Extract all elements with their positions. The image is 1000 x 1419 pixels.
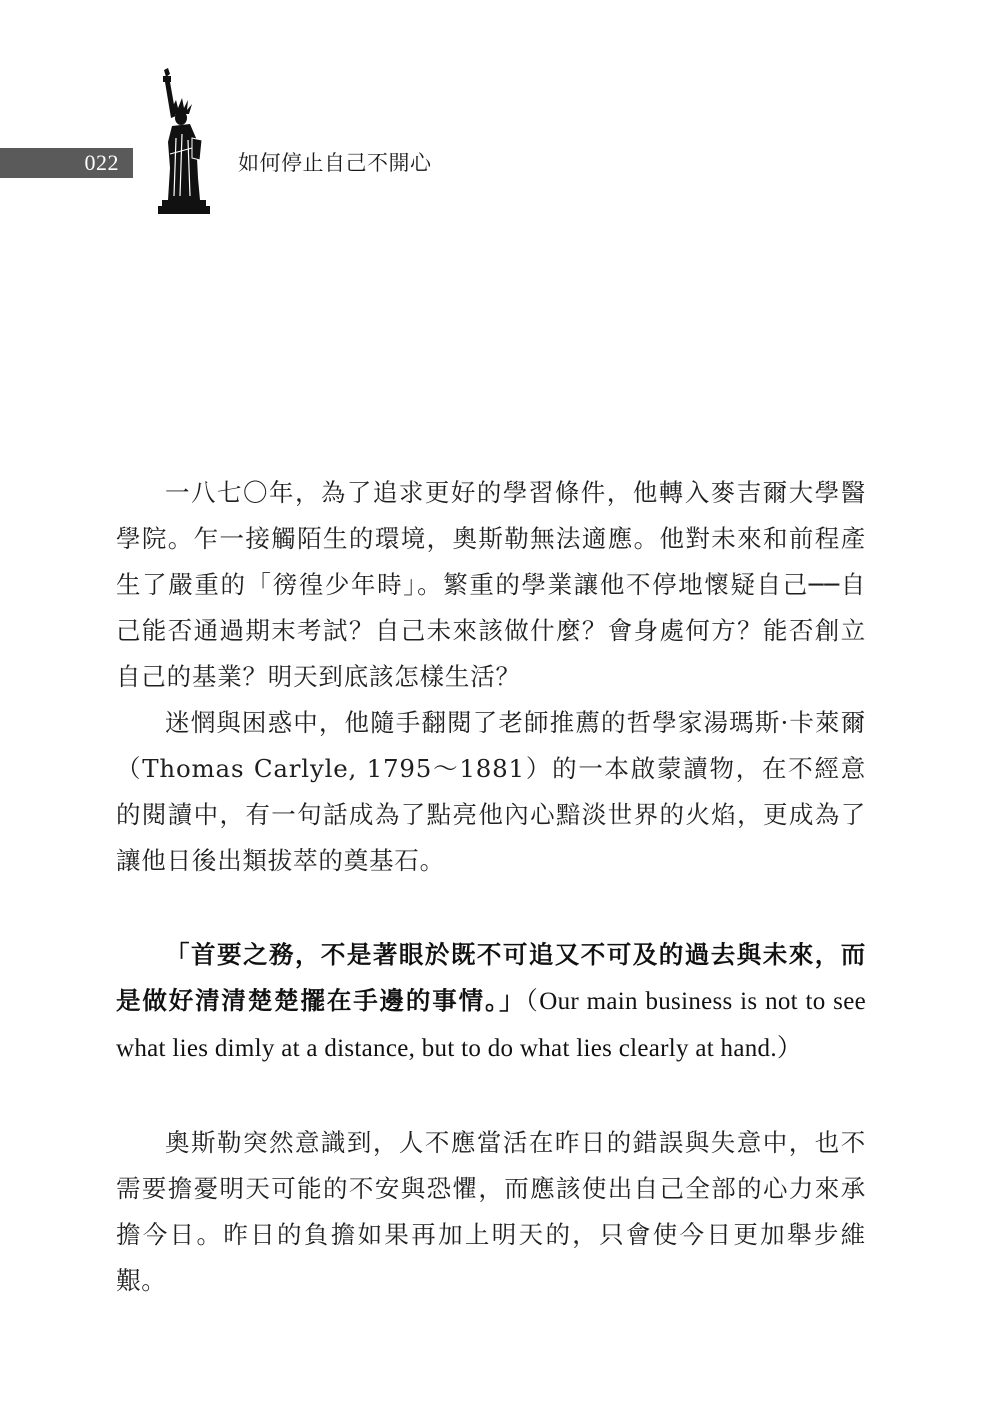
statue-of-liberty-icon <box>152 68 222 216</box>
paragraph-2: 迷惘與困惑中，他隨手翻閱了老師推薦的哲學家湯瑪斯·卡萊爾（Thomas Carlyle, 1795～1881）的一本啟蒙讀物，在不經意的閱讀中，有一句話成為了點亮他內心黯淡世界的火焰，更成為了讓他日後出類拔萃的奠基石。 <box>116 708 866 875</box>
chapter-title: 如何停止自己不開心 <box>238 151 432 175</box>
page-number-bar <box>0 148 133 178</box>
quote <box>116 932 866 1072</box>
page-number: 022 <box>84 150 119 175</box>
quote-english: （Our main business is not to see what lies dimly at a distance, but to do what lies clearly at hand.） <box>116 988 866 1062</box>
main-text <box>116 470 866 1304</box>
page-header <box>0 60 1000 220</box>
quote-chinese: 「首要之務，不是著眼於既不可追又不可及的過去與未來，而是做好清清楚楚擺在手邊的事情。」 <box>116 940 866 1015</box>
paragraph-1: 一八七〇年，為了追求更好的學習條件，他轉入麥吉爾大學醫學院。乍一接觸陌生的環境，奧斯勒無法適應。他對未來和前程產生了嚴重的「徬徨少年時」。繁重的學業讓他不停地懷疑自己──自己能否通過期末考試？自己未來該做什麼？會身處何方？能否創立自己的基業？明天到底該怎樣生活？ <box>116 478 866 691</box>
paragraph-3: 奧斯勒突然意識到，人不應當活在昨日的錯誤與失意中，也不需要擔憂明天可能的不安與恐懼，而應該使出自己全部的心力來承擔今日。昨日的負擔如果再加上明天的，只會使今日更加舉步維艱。 <box>116 1128 866 1295</box>
